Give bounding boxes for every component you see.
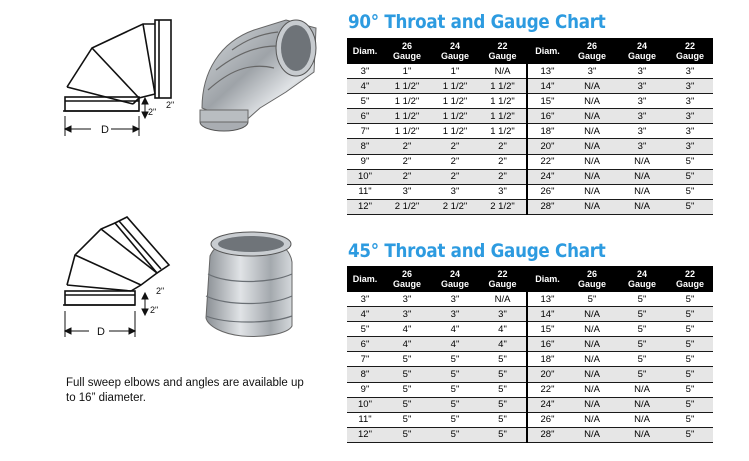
table-cell: 2 1/2" <box>479 199 527 214</box>
table-cell: 1 1/2" <box>383 94 431 109</box>
table-cell: N/A <box>567 124 617 139</box>
table-cell: 5" <box>383 382 431 397</box>
table-cell: 5" <box>667 199 713 214</box>
table-cell: 5" <box>383 397 431 412</box>
table-cell: 1 1/2" <box>383 79 431 94</box>
table-cell: 2" <box>479 169 527 184</box>
table-cell: N/A <box>567 322 617 337</box>
table-cell: 28" <box>527 427 567 442</box>
table-cell: 5" <box>383 367 431 382</box>
table-cell: N/A <box>567 382 617 397</box>
table-cell: 1 1/2" <box>431 94 479 109</box>
table-cell: 16" <box>527 337 567 352</box>
table-cell: 8" <box>347 367 383 382</box>
header-row <box>347 38 713 64</box>
table-cell: 5" <box>667 337 713 352</box>
table-cell: 3" <box>383 184 431 199</box>
table-row <box>347 412 713 427</box>
table-row <box>347 154 713 169</box>
table-cell: 1 1/2" <box>383 124 431 139</box>
table-cell: N/A <box>617 412 667 427</box>
table-cell: 4" <box>383 322 431 337</box>
table-cell: 5" <box>667 412 713 427</box>
elbow-90-photo <box>188 12 328 142</box>
column-header: 26 Gauge <box>383 266 431 292</box>
table-cell: 4" <box>479 337 527 352</box>
table-cell: 11" <box>347 184 383 199</box>
table-cell: 4" <box>431 337 479 352</box>
table-cell: 3" <box>617 79 667 94</box>
table-cell: 5" <box>617 322 667 337</box>
table-cell: 26" <box>527 184 567 199</box>
table-cell: 5" <box>431 397 479 412</box>
table-cell: 18" <box>527 352 567 367</box>
table-cell: 15" <box>527 94 567 109</box>
table-cell: 11" <box>347 412 383 427</box>
table-cell: 3" <box>479 307 527 322</box>
table-cell: 5" <box>667 382 713 397</box>
table-cell: 2" <box>479 139 527 154</box>
table-cell: 6" <box>347 337 383 352</box>
table-row <box>347 292 713 307</box>
table-cell: N/A <box>567 397 617 412</box>
column-header: 26 Gauge <box>567 266 617 292</box>
table-row <box>347 427 713 442</box>
table-cell: 3" <box>667 124 713 139</box>
column-header: Diam. <box>527 38 567 64</box>
throat-gauge-table-45 <box>347 266 713 443</box>
table-cell: 2" <box>383 139 431 154</box>
table-cell: 5" <box>479 367 527 382</box>
table-cell: 18" <box>527 124 567 139</box>
table-row <box>347 307 713 322</box>
column-header: 26 Gauge <box>567 38 617 64</box>
table-cell: 5" <box>617 352 667 367</box>
table-cell: 5" <box>617 292 667 307</box>
table-row <box>347 367 713 382</box>
column-header: Diam. <box>347 38 383 64</box>
table-cell: 3" <box>617 124 667 139</box>
table-cell: 26" <box>527 412 567 427</box>
table-cell: 14" <box>527 79 567 94</box>
chart-45-title: 45° Throat and Gauge Chart <box>348 240 606 262</box>
table-cell: 22" <box>527 154 567 169</box>
table-row <box>347 79 713 94</box>
dim-collar-label: 2" <box>166 100 175 110</box>
table-cell: 10" <box>347 169 383 184</box>
table-cell: 5" <box>617 367 667 382</box>
table-cell: 1 1/2" <box>431 124 479 139</box>
table-cell: N/A <box>617 397 667 412</box>
table-cell: 5" <box>431 412 479 427</box>
table-cell: 1 1/2" <box>431 79 479 94</box>
table-cell: 3" <box>617 94 667 109</box>
table-cell: N/A <box>567 154 617 169</box>
table-cell: 5" <box>667 292 713 307</box>
table-cell: 5" <box>479 397 527 412</box>
table-cell: N/A <box>567 139 617 154</box>
table-cell: 5" <box>667 154 713 169</box>
table-cell: N/A <box>567 79 617 94</box>
table-cell: 2" <box>431 139 479 154</box>
table-cell: 5" <box>479 412 527 427</box>
table-cell: N/A <box>567 169 617 184</box>
table-row <box>347 337 713 352</box>
table-cell: N/A <box>567 352 617 367</box>
table-cell: 2" <box>479 154 527 169</box>
table-cell: 3" <box>667 94 713 109</box>
table-cell: 5" <box>617 337 667 352</box>
table-cell: 4" <box>383 337 431 352</box>
table-cell: 5" <box>479 352 527 367</box>
column-header: 22 Gauge <box>479 266 527 292</box>
table-cell: 1 1/2" <box>479 94 527 109</box>
table-cell: N/A <box>617 427 667 442</box>
table-cell: 16" <box>527 109 567 124</box>
table-cell: 6" <box>347 109 383 124</box>
table-cell: 3" <box>347 292 383 307</box>
table-cell: 20" <box>527 139 567 154</box>
availability-note: Full sweep elbows and angles are available up to 16” diameter. <box>66 377 304 404</box>
table-row <box>347 322 713 337</box>
table-cell: N/A <box>567 427 617 442</box>
table-cell: 9" <box>347 154 383 169</box>
table-cell: 22" <box>527 382 567 397</box>
table-cell: 13" <box>527 64 567 79</box>
column-header: 24 Gauge <box>431 266 479 292</box>
table-cell: 4" <box>431 322 479 337</box>
table-cell: 3" <box>431 292 479 307</box>
column-header: Diam. <box>347 266 383 292</box>
table-row <box>347 109 713 124</box>
table-cell: 5" <box>431 427 479 442</box>
table-cell: 4" <box>347 307 383 322</box>
table-cell: N/A <box>567 307 617 322</box>
table-cell: N/A <box>567 367 617 382</box>
table-cell: 5" <box>479 427 527 442</box>
table-cell: 5" <box>383 412 431 427</box>
table-cell: 5" <box>479 382 527 397</box>
chart-90-title: 90° Throat and Gauge Chart <box>348 11 606 33</box>
column-header: 26 Gauge <box>383 38 431 64</box>
table-cell: 5" <box>567 292 617 307</box>
table-cell: 3" <box>667 139 713 154</box>
table-cell: 1 1/2" <box>479 79 527 94</box>
table-cell: 10" <box>347 397 383 412</box>
table-cell: 3" <box>347 64 383 79</box>
table-cell: 2 1/2" <box>431 199 479 214</box>
table-cell: 3" <box>617 139 667 154</box>
elbow-90-diagram <box>55 12 185 142</box>
column-header: 22 Gauge <box>479 38 527 64</box>
table-row <box>347 124 713 139</box>
table-cell: 5" <box>667 307 713 322</box>
table-cell: 5" <box>383 427 431 442</box>
table-cell: N/A <box>617 199 667 214</box>
table-cell: 2" <box>383 154 431 169</box>
dim-throat-label: 2" <box>150 305 159 315</box>
table-cell: 3" <box>431 307 479 322</box>
column-header: 22 Gauge <box>667 38 713 64</box>
throat-gauge-table-90 <box>347 38 713 215</box>
table-cell: N/A <box>567 337 617 352</box>
table-cell: 3" <box>667 64 713 79</box>
table-row <box>347 94 713 109</box>
column-header: 22 Gauge <box>667 266 713 292</box>
table-cell: N/A <box>567 199 617 214</box>
table-cell: 8" <box>347 139 383 154</box>
table-cell: 24" <box>527 169 567 184</box>
table-cell: 5" <box>431 382 479 397</box>
table-cell: 3" <box>667 109 713 124</box>
table-row <box>347 169 713 184</box>
table-row <box>347 352 713 367</box>
table-cell: 5" <box>383 352 431 367</box>
column-header: 24 Gauge <box>617 266 667 292</box>
header-row <box>347 266 713 292</box>
table-row <box>347 139 713 154</box>
table-cell: 1 1/2" <box>479 124 527 139</box>
table-cell: N/A <box>617 169 667 184</box>
table-cell: 1 1/2" <box>383 109 431 124</box>
table-cell: 12" <box>347 427 383 442</box>
table-cell: 3" <box>479 184 527 199</box>
column-header: Diam. <box>527 266 567 292</box>
column-header: 24 Gauge <box>431 38 479 64</box>
table-cell: 1" <box>383 64 431 79</box>
table-cell: N/A <box>617 382 667 397</box>
table-cell: 2" <box>383 169 431 184</box>
table-cell: 7" <box>347 124 383 139</box>
table-cell: 3" <box>431 184 479 199</box>
table-cell: N/A <box>567 184 617 199</box>
table-row <box>347 64 713 79</box>
dim-throat-label: 2" <box>148 107 157 117</box>
table-row <box>347 184 713 199</box>
elbow-45-photo <box>196 222 306 342</box>
table-cell: 5" <box>667 397 713 412</box>
table-row <box>347 397 713 412</box>
elbow-45-diagram <box>55 215 185 345</box>
dim-d-label: D <box>101 124 109 136</box>
table-row <box>347 382 713 397</box>
table-cell: 3" <box>667 79 713 94</box>
table-cell: 5" <box>667 352 713 367</box>
table-cell: 5" <box>347 322 383 337</box>
table-cell: 3" <box>617 64 667 79</box>
table-cell: N/A <box>567 94 617 109</box>
table-cell: 2 1/2" <box>383 199 431 214</box>
table-cell: N/A <box>479 64 527 79</box>
table-cell: 5" <box>617 307 667 322</box>
dim-d-label: D <box>97 326 105 338</box>
column-header: 24 Gauge <box>617 38 667 64</box>
table-cell: 1 1/2" <box>431 109 479 124</box>
table-cell: 5" <box>667 169 713 184</box>
table-cell: 5" <box>667 322 713 337</box>
table-cell: 3" <box>567 64 617 79</box>
table-cell: 20" <box>527 367 567 382</box>
table-cell: 5" <box>667 184 713 199</box>
table-cell: 3" <box>383 292 431 307</box>
table-cell: 5" <box>667 427 713 442</box>
table-cell: 14" <box>527 307 567 322</box>
table-cell: N/A <box>567 412 617 427</box>
table-cell: 5" <box>667 367 713 382</box>
table-cell: 3" <box>383 307 431 322</box>
table-cell: 9" <box>347 382 383 397</box>
table-cell: 13" <box>527 292 567 307</box>
table-cell: 5" <box>431 367 479 382</box>
table-cell: 12" <box>347 199 383 214</box>
table-cell: N/A <box>617 154 667 169</box>
table-cell: 2" <box>431 154 479 169</box>
table-cell: 15" <box>527 322 567 337</box>
table-cell: 4" <box>347 79 383 94</box>
dim-collar-label: 2" <box>156 286 165 296</box>
table-cell: 2" <box>431 169 479 184</box>
table-cell: 5" <box>431 352 479 367</box>
table-cell: 3" <box>617 109 667 124</box>
table-cell: N/A <box>479 292 527 307</box>
table-cell: 5" <box>347 94 383 109</box>
table-cell: 1" <box>431 64 479 79</box>
table-cell: 28" <box>527 199 567 214</box>
table-cell: N/A <box>567 109 617 124</box>
table-cell: 7" <box>347 352 383 367</box>
table-row <box>347 199 713 214</box>
table-cell: 1 1/2" <box>479 109 527 124</box>
table-cell: 4" <box>479 322 527 337</box>
table-cell: N/A <box>617 184 667 199</box>
table-cell: 24" <box>527 397 567 412</box>
